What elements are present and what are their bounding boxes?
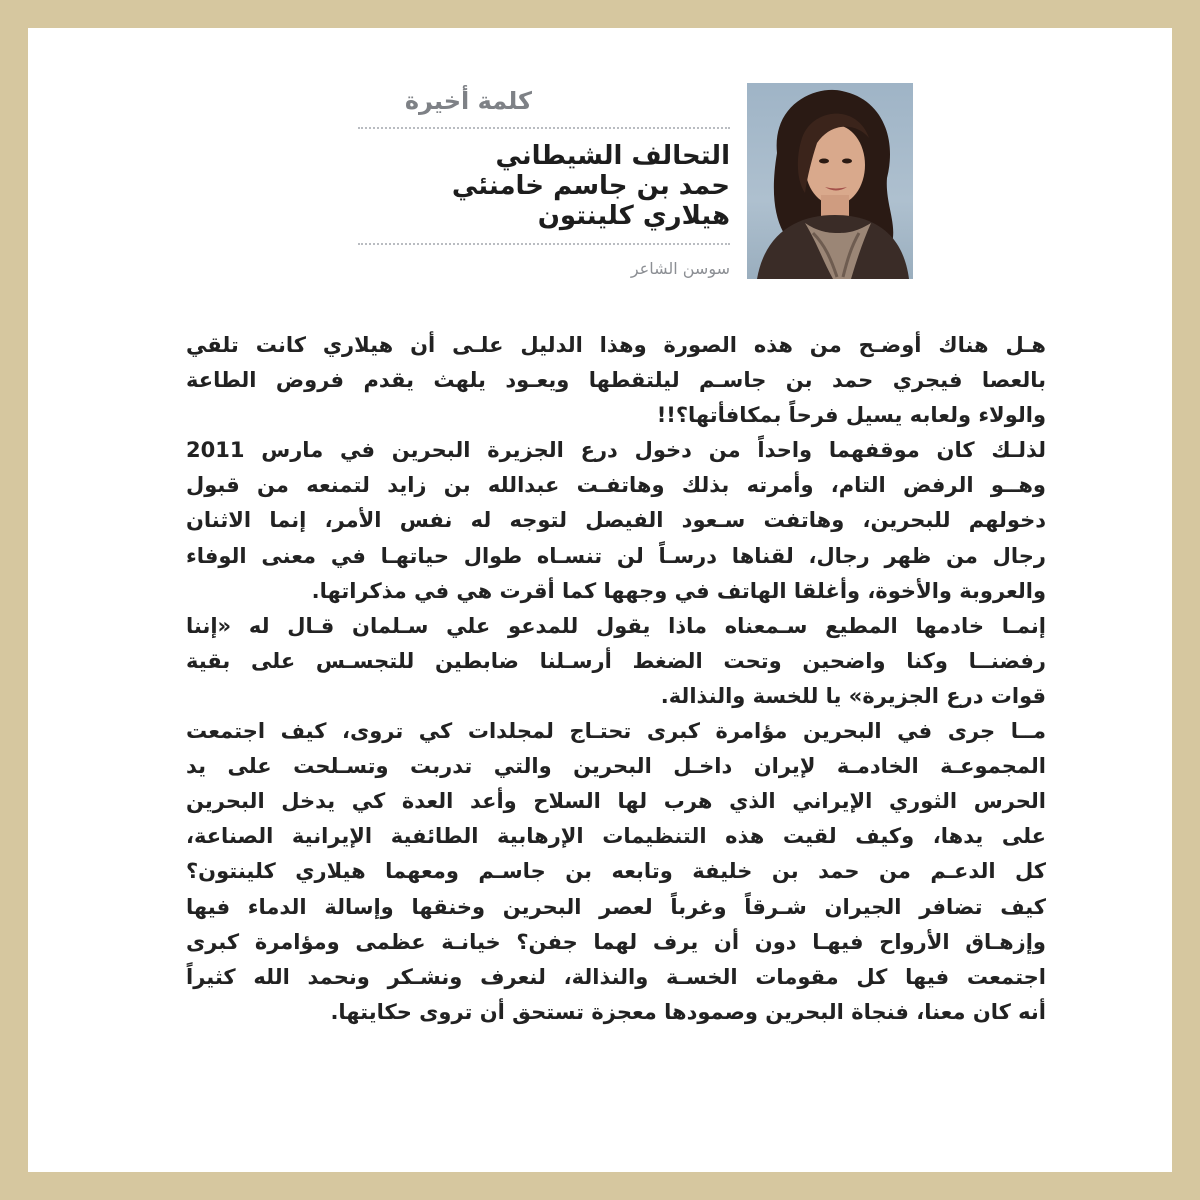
dotted-divider xyxy=(358,127,730,129)
title-line: هيلاري كلينتون xyxy=(537,201,730,231)
page xyxy=(28,28,1172,1172)
article-line: دخولهم للبحرين، وهاتفت سـعود الفيصل لتوجه له نفس الأمر، إنما الاثنان xyxy=(186,508,1046,533)
article-line: رفضنــا وكنا واضحين وتحت الضغط أرسـلنا ضابطين للتجسـس على بقية xyxy=(186,648,1046,673)
title-line: التحالف الشيطاني xyxy=(495,141,730,171)
column-header xyxy=(358,83,913,283)
article-line: والولاء ولعابه يسيل فرحاً بمكافأتها؟!! xyxy=(656,403,1046,428)
article-line: والعروبة والأخوة، وأغلقا الهاتف في وجهها كما أقرت هي في مذكراتها. xyxy=(311,578,1046,603)
title-line: حمد بن جاسم خامنئي xyxy=(451,171,730,201)
column-heading xyxy=(358,83,730,283)
article-line: وهــو الرفض التام، وأمرته بذلك وهاتفـت عبدالله بن زايد لتمنعه من قبول xyxy=(186,473,1046,498)
article-line: وإزهـاق الأرواح فيهـا دون أن يرف لهما جفن؟ خيانـة عظمى ومؤامرة كبرى xyxy=(186,929,1046,954)
article-line: هـل هناك أوضـح من هذه الصورة وهذا الدليل علـى أن هيلاري كانت تلقي xyxy=(186,333,1046,357)
article-line: لذلـك كان موقفهما واحداً من دخول درع الجزيرة البحرين في مارس 2011 xyxy=(186,438,1046,463)
article-line: أنه كان معنا، فنجاة البحرين وصمودها معجزة تستحق أن تروى حكايتها. xyxy=(330,999,1046,1024)
article-line: إنمـا خادمها المطيع سـمعناه ماذا يقول للمدعو علي سـلمان قـال له «إننا xyxy=(186,613,1046,638)
article-body xyxy=(186,328,1046,1030)
article-line: قوات درع الجزيرة» يا للخسة والنذالة. xyxy=(660,683,1046,708)
dotted-divider xyxy=(358,243,730,245)
article-line: مــا جرى في البحرين مؤامرة كبرى تحتـاج لمجلدات كي تروى، كيف اجتمعت xyxy=(186,719,1046,744)
article-line: على يدها، وكيف لقيت هذه التنظيمات الإرهابية الطائفية الإيرانية الصناعة، xyxy=(186,824,1046,849)
author-portrait xyxy=(747,83,913,279)
article-line: الحرس الثوري الإيراني الذي هرب لها السلاح وأعد العدة كي يدخل البحرين xyxy=(186,789,1046,814)
author-photo xyxy=(747,83,913,279)
section-label: كلمة أخيرة xyxy=(404,87,532,115)
author-name: سوسن الشاعر xyxy=(630,259,730,278)
article-line: اجتمعت فيها كل مقومات الخسـة والنذالة، لنعرف ونشـكر ونحمد الله كثيراً xyxy=(186,964,1046,989)
article-line: كيف تضافر الجيران شـرقاً وغرباً لعصر البحرين وخنقها وإسالة الدماء فيها xyxy=(186,894,1046,919)
article-line: رجال من ظهر رجال، لقناها درسـاً لن تنسـاه طوال حياتهـا في معنى الوفاء xyxy=(186,543,1046,568)
article-title xyxy=(452,141,730,231)
article-line: كل الدعـم من حمد بن خليفة وتابعه بن جاسـم ومعهما هيلاري كلينتون؟ xyxy=(186,859,1046,884)
article-line: بالعصا فيجري حمد بن جاسـم ليلتقطها ويعـود يلهث يقدم فروض الطاعة xyxy=(186,368,1046,393)
article-line: المجموعـة الخادمـة لإيران داخـل البحرين والتي تدربت وتسـلحت على يد xyxy=(186,754,1046,779)
